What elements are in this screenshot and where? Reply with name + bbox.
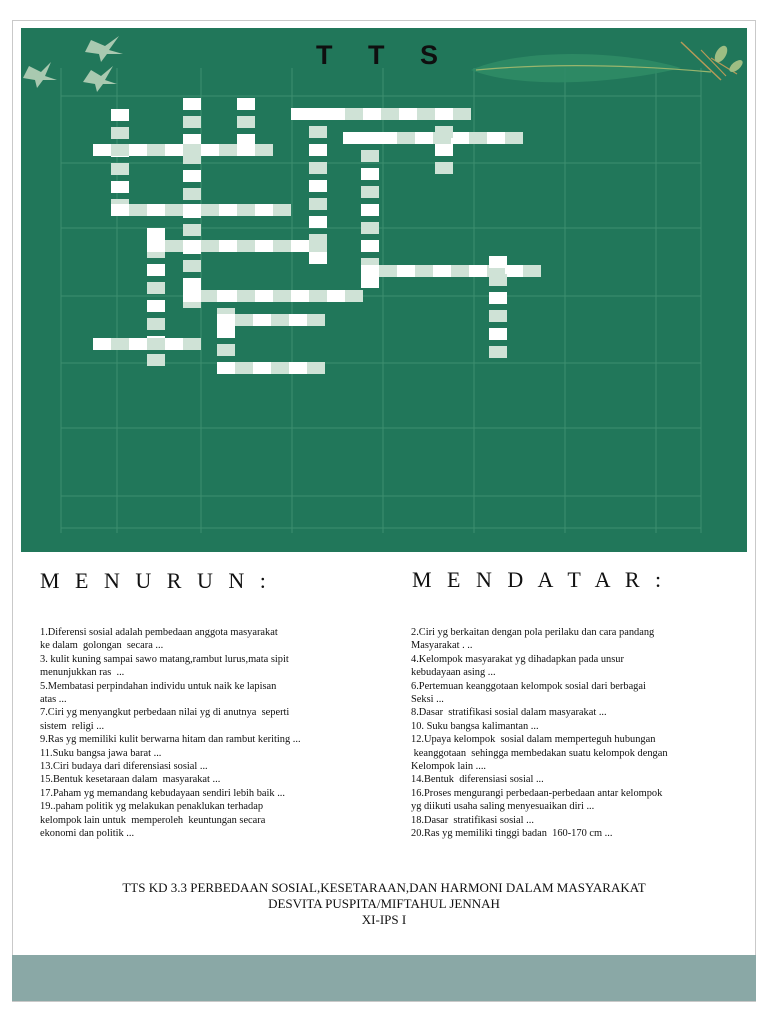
crossword-cell[interactable] — [253, 314, 271, 326]
crossword-cell[interactable] — [201, 144, 219, 156]
crossword-cell[interactable] — [147, 282, 165, 294]
crossword-cell[interactable] — [183, 204, 201, 216]
crossword-cell[interactable] — [201, 204, 219, 216]
crossword-cell[interactable] — [489, 328, 507, 340]
crossword-cell[interactable] — [309, 126, 327, 138]
crossword-cell[interactable] — [327, 290, 345, 302]
crossword-cell[interactable] — [201, 290, 219, 302]
down-clue: 11.Suku bangsa jawa barat ... — [40, 747, 162, 759]
crossword-cell[interactable] — [147, 338, 165, 350]
crossword-cell[interactable] — [309, 108, 327, 120]
crossword-cell[interactable] — [309, 180, 327, 192]
across-clue: 10. Suku bangsa kalimantan ... — [411, 720, 539, 732]
crossword-cell[interactable] — [505, 132, 523, 144]
down-clue: 13.Ciri budaya dari diferensiasi sosial ... — [40, 761, 208, 773]
board-graphics — [21, 28, 747, 552]
crossword-cell[interactable] — [147, 300, 165, 312]
crossword-cell[interactable] — [271, 314, 289, 326]
crossword-cell[interactable] — [489, 274, 507, 286]
crossword-cell[interactable] — [361, 132, 379, 144]
crossword-cell[interactable] — [309, 162, 327, 174]
crossword-cell[interactable] — [361, 150, 379, 162]
down-heading: M E N U R U N : — [40, 568, 271, 593]
crossword-cell[interactable] — [183, 188, 201, 200]
down-clue: 1.Diferensi sosial adalah pembedaan anggota masyarakat ke dalam golongan secara ... — [40, 627, 278, 652]
crossword-cell[interactable] — [273, 240, 291, 252]
crossword-cell[interactable] — [147, 264, 165, 276]
crossword-cell[interactable] — [183, 240, 201, 252]
crossword-cell[interactable] — [111, 204, 129, 216]
crossword-cell[interactable] — [469, 132, 487, 144]
crossword-cell[interactable] — [183, 98, 201, 110]
crossword-cell[interactable] — [255, 204, 273, 216]
down-clue: 19..paham politik yg melakukan penaklukan terhadap kelompok lain untuk memperoleh keuntungan secara ekonomi dan politik ... — [40, 801, 266, 840]
crossword-cell[interactable] — [129, 144, 147, 156]
crossword-cell[interactable] — [291, 290, 309, 302]
crossword-cell[interactable] — [255, 144, 273, 156]
crossword-cell[interactable] — [345, 290, 363, 302]
crossword-cell[interactable] — [111, 127, 129, 139]
crossword-cell[interactable] — [381, 108, 399, 120]
crossword-cell[interactable] — [415, 265, 433, 277]
crossword-cell[interactable] — [397, 132, 415, 144]
crossword-cell[interactable] — [435, 126, 453, 138]
down-clue: 3. kulit kuning sampai sawo matang,rambut lurus,mata sipit menunjukkan ras ... — [40, 653, 289, 679]
crossword-cell[interactable] — [345, 108, 363, 120]
crossword-cell[interactable] — [147, 240, 165, 252]
footer-class: XI-IPS I — [361, 912, 407, 927]
crossword-cell[interactable] — [237, 116, 255, 128]
across-clue: 14.Bentuk diferensiasi sosial ... — [411, 774, 544, 786]
crossword-cell[interactable] — [309, 240, 327, 252]
crossword-board — [21, 28, 747, 552]
crossword-cell[interactable] — [147, 144, 165, 156]
crossword-cell[interactable] — [361, 222, 379, 234]
crossword-cell[interactable] — [453, 108, 471, 120]
across-clue: 12.Upaya kelompok sosial dalam memperteguh hubungan keanggotaan sehingga membedakan suatu kelompok dengan Kelompok lain .... — [411, 734, 668, 773]
down-clue: 7.Ciri yg menyangkut perbedaan nilai yg di anutnya seperti sistem religi ... — [40, 707, 290, 732]
crossword-cell[interactable] — [183, 278, 201, 290]
crossword-cell[interactable] — [487, 132, 505, 144]
crossword-cell[interactable] — [309, 216, 327, 228]
crossword-cell[interactable] — [523, 265, 541, 277]
crossword-cell[interactable] — [417, 108, 435, 120]
across-clue: 18.Dasar stratifikasi sosial ... — [411, 814, 534, 826]
crossword-cell[interactable] — [93, 338, 111, 350]
crossword-cell[interactable] — [219, 204, 237, 216]
crossword-cell[interactable] — [379, 132, 397, 144]
crossword-cell[interactable] — [451, 265, 469, 277]
crossword-cell[interactable] — [361, 204, 379, 216]
across-clue: 2.Ciri yg berkaitan dengan pola perilaku dan cara pandang Masyarakat . .. — [411, 627, 655, 652]
down-clue: 15.Bentuk kesetaraan dalam masyarakat ... — [40, 774, 221, 786]
crossword-cell[interactable] — [273, 290, 291, 302]
crossword-cell[interactable] — [129, 338, 147, 350]
crossword-cell[interactable] — [291, 108, 309, 120]
crossword-cell[interactable] — [165, 338, 183, 350]
crossword-cell[interactable] — [165, 204, 183, 216]
crossword-cell[interactable] — [147, 318, 165, 330]
crossword-cell[interactable] — [165, 240, 183, 252]
crossword-cell[interactable] — [309, 198, 327, 210]
crossword-cell[interactable] — [435, 162, 453, 174]
crossword-cell[interactable] — [183, 144, 201, 156]
across-clue: 16.Proses mengurangi perbedaan-perbedaan antar kelompok yg diikuti usaha saling menyesuaikan diri ... — [411, 787, 663, 813]
crossword-cell[interactable] — [489, 346, 507, 358]
crossword-cell[interactable] — [289, 362, 307, 374]
crossword-cell[interactable] — [183, 170, 201, 182]
crossword-cell[interactable] — [219, 240, 237, 252]
crossword-cell[interactable] — [111, 109, 129, 121]
crossword-cell[interactable] — [309, 252, 327, 264]
crossword-cell[interactable] — [289, 314, 307, 326]
crossword-cell[interactable] — [237, 98, 255, 110]
crossword-cell[interactable] — [327, 108, 345, 120]
crossword-cell[interactable] — [237, 204, 255, 216]
crossword-cell[interactable] — [361, 276, 379, 288]
crossword-cell[interactable] — [183, 260, 201, 272]
crossword-cell[interactable] — [217, 326, 235, 338]
crossword-cell[interactable] — [219, 144, 237, 156]
footer-title: TTS KD 3.3 PERBEDAAN SOSIAL,KESETARAAN,DAN HARMONI DALAM MASYARAKAT — [122, 880, 646, 895]
crossword-cell[interactable] — [379, 265, 397, 277]
crossword-cell[interactable] — [183, 224, 201, 236]
across-heading: M E N D A T A R : — [412, 567, 667, 592]
across-clue: 6.Pertemuan keanggotaan kelompok sosial dari berbagai Seksi ... — [411, 680, 646, 706]
crossword-cell[interactable] — [111, 163, 129, 175]
crossword-cell[interactable] — [255, 240, 273, 252]
down-clue: 5.Membatasi perpindahan individu untuk naik ke lapisan atas ... — [40, 680, 277, 706]
crossword-cell[interactable] — [237, 144, 255, 156]
crossword-cell[interactable] — [165, 144, 183, 156]
crossword-cell[interactable] — [361, 168, 379, 180]
crossword-cell[interactable] — [217, 362, 235, 374]
crossword-cell[interactable] — [111, 181, 129, 193]
crossword-cell[interactable] — [363, 108, 381, 120]
bottom-band — [12, 955, 756, 1001]
crossword-cell[interactable] — [255, 290, 273, 302]
crossword-cell[interactable] — [201, 240, 219, 252]
puzzle-title: T T S — [316, 40, 452, 70]
down-clues — [40, 626, 380, 841]
crossword-cell[interactable] — [183, 116, 201, 128]
crossword-cell[interactable] — [147, 204, 165, 216]
crossword-cell[interactable] — [217, 314, 235, 326]
crossword-cell[interactable] — [147, 228, 165, 240]
crossword-cell[interactable] — [397, 265, 415, 277]
crossword-cell[interactable] — [217, 344, 235, 356]
crossword-cell[interactable] — [307, 314, 325, 326]
crossword-cell[interactable] — [253, 362, 271, 374]
footer — [0, 880, 768, 928]
crossword-cell[interactable] — [235, 314, 253, 326]
crossword-cell[interactable] — [291, 240, 309, 252]
crossword-cell[interactable] — [237, 240, 255, 252]
crossword-cell[interactable] — [361, 265, 379, 277]
crossword-cell[interactable] — [361, 186, 379, 198]
crossword-cell[interactable] — [361, 240, 379, 252]
crossword-cell[interactable] — [469, 265, 487, 277]
crossword-cell[interactable] — [399, 108, 417, 120]
crossword-cell[interactable] — [111, 338, 129, 350]
crossword-cell[interactable] — [433, 265, 451, 277]
crossword-cell[interactable] — [273, 204, 291, 216]
crossword-cell[interactable] — [93, 144, 111, 156]
crossword-cell[interactable] — [435, 108, 453, 120]
crossword-cell[interactable] — [271, 362, 289, 374]
crossword-cell[interactable] — [183, 338, 201, 350]
across-clues — [411, 626, 741, 841]
footer-authors: DESVITA PUSPITA/MIFTAHUL JENNAH — [268, 896, 500, 911]
crossword-cell[interactable] — [435, 144, 453, 156]
crossword-cell[interactable] — [309, 144, 327, 156]
across-clue: 8.Dasar stratifikasi sosial dalam masyarakat ... — [411, 707, 607, 719]
crossword-cell[interactable] — [217, 290, 235, 302]
across-clue: 20.Ras yg memiliki tinggi badan 160-170 cm ... — [411, 828, 613, 840]
down-clue: 9.Ras yg memiliki kulit berwarna hitam dan rambut keriting ... — [40, 734, 301, 746]
crossword-cell[interactable] — [129, 204, 147, 216]
crossword-cell[interactable] — [235, 362, 253, 374]
crossword-cell[interactable] — [505, 265, 523, 277]
across-clue: 4.Kelompok masyarakat yg dihadapkan pada unsur kebudayaan asing ... — [411, 653, 624, 679]
crossword-cell[interactable] — [415, 132, 433, 144]
crossword-cell[interactable] — [489, 292, 507, 304]
crossword-cell[interactable] — [111, 144, 129, 156]
crossword-cell[interactable] — [147, 354, 165, 366]
crossword-cell[interactable] — [343, 132, 361, 144]
crossword-cell[interactable] — [237, 290, 255, 302]
crossword-cell[interactable] — [489, 256, 507, 268]
down-clue: 17.Paham yg memandang kebudayaan sendiri lebih baik ... — [40, 787, 285, 799]
crossword-cell[interactable] — [489, 310, 507, 322]
crossword-cell[interactable] — [307, 362, 325, 374]
crossword-cell[interactable] — [183, 290, 201, 302]
crossword-cell[interactable] — [309, 290, 327, 302]
crossword-cell[interactable] — [451, 132, 469, 144]
